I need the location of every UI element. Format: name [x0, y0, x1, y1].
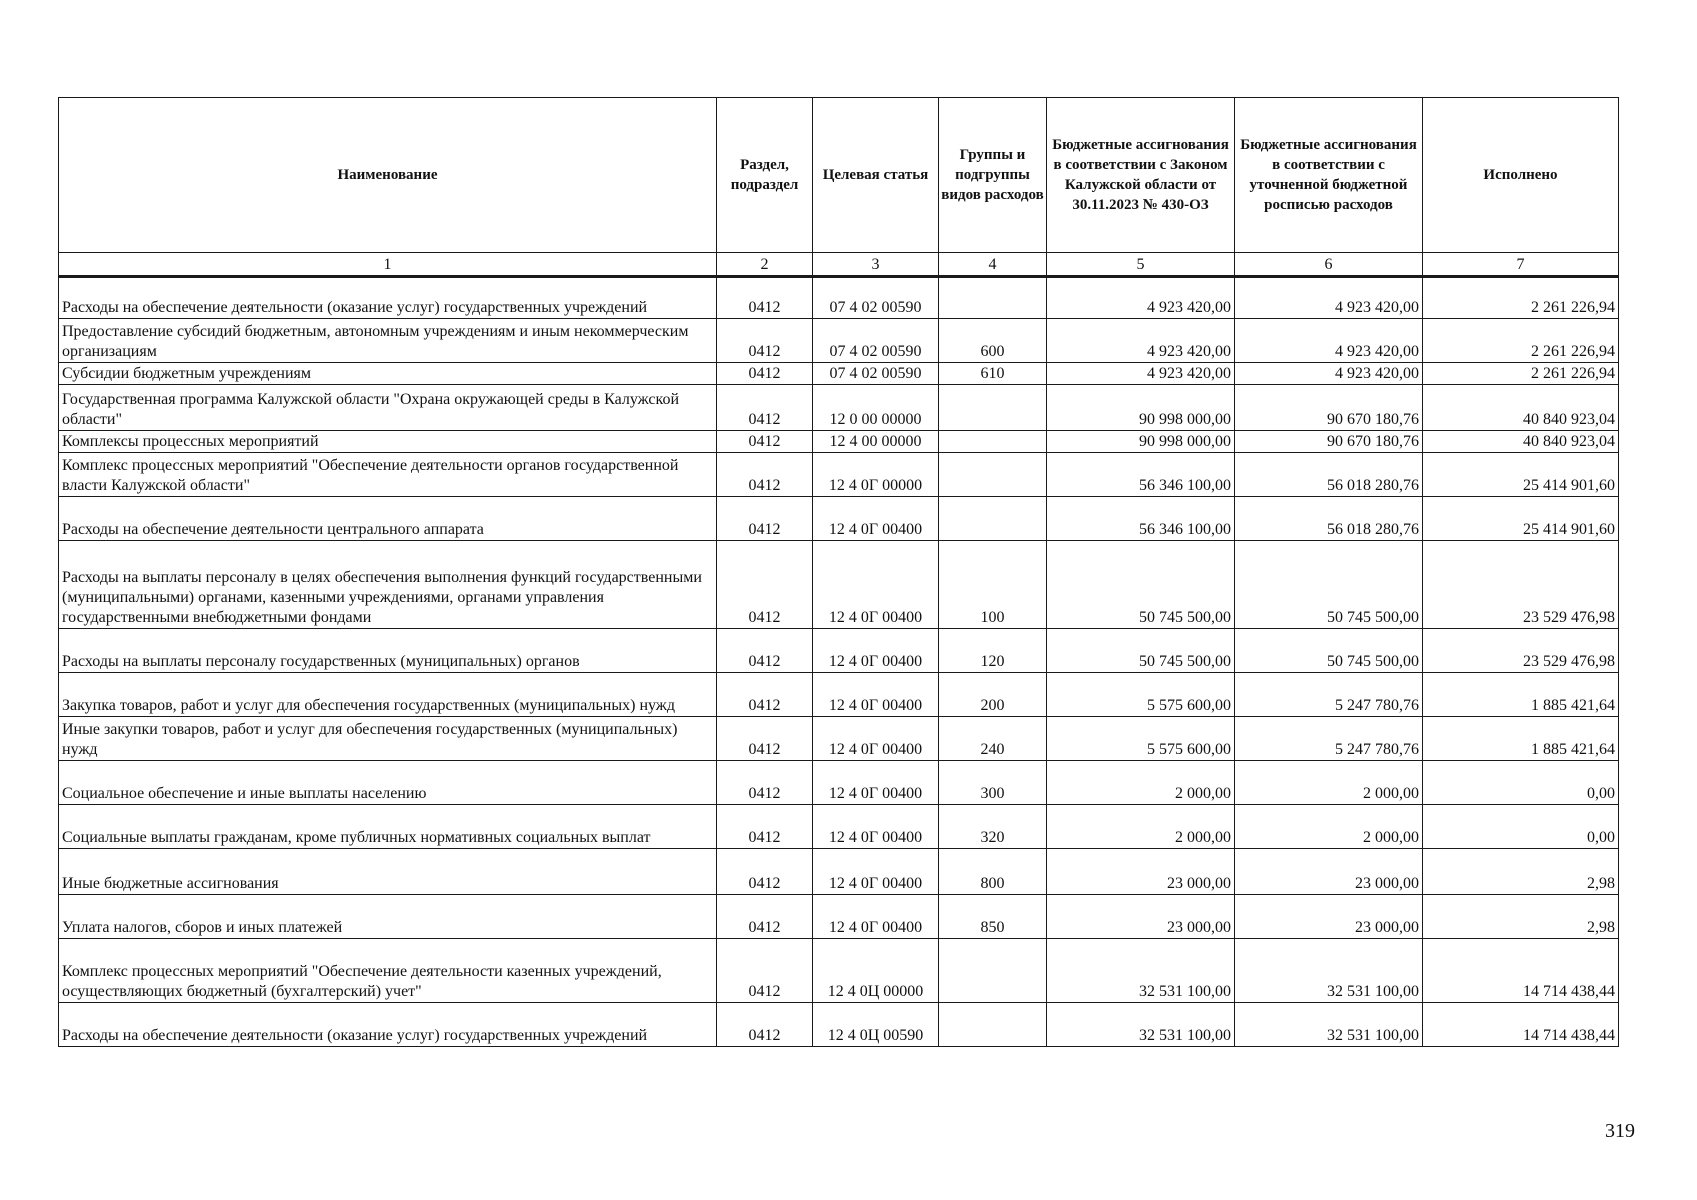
header-name: Наименование [59, 98, 717, 253]
cell-law-amount: 32 531 100,00 [1047, 939, 1235, 1003]
cell-name: Расходы на обеспечение деятельности центрального аппарата [59, 497, 717, 541]
cell-name: Уплата налогов, сборов и иных платежей [59, 895, 717, 939]
budget-table [58, 97, 1619, 1047]
cell-refined-amount: 5 247 780,76 [1235, 673, 1423, 717]
cell-executed-amount: 0,00 [1423, 805, 1619, 849]
cell-name: Расходы на выплаты персоналу в целях обеспечения выполнения функций государственными (муниципальными) органами, казенными учреждениями, органами управления государственными внебюджетными фондами [59, 541, 717, 629]
cell-law-amount: 23 000,00 [1047, 895, 1235, 939]
cell-section: 0412 [717, 717, 813, 761]
cell-law-amount: 56 346 100,00 [1047, 497, 1235, 541]
table-row [59, 1003, 1619, 1047]
cell-section: 0412 [717, 497, 813, 541]
table-body [59, 277, 1619, 1047]
cell-name: Расходы на обеспечение деятельности (оказание услуг) государственных учреждений [59, 1003, 717, 1047]
cell-law-amount: 32 531 100,00 [1047, 1003, 1235, 1047]
cell-section: 0412 [717, 363, 813, 385]
cell-law-amount: 2 000,00 [1047, 805, 1235, 849]
table-row [59, 385, 1619, 431]
cell-group: 120 [939, 629, 1047, 673]
table-row [59, 497, 1619, 541]
cell-group [939, 431, 1047, 453]
cell-refined-amount: 2 000,00 [1235, 805, 1423, 849]
cell-name: Комплекс процессных мероприятий "Обеспечение деятельности органов государственной власти Калужской области" [59, 453, 717, 497]
cell-refined-amount: 4 923 420,00 [1235, 277, 1423, 319]
cell-section: 0412 [717, 319, 813, 363]
cell-group [939, 385, 1047, 431]
table-row [59, 849, 1619, 895]
cell-name: Социальное обеспечение и иные выплаты населению [59, 761, 717, 805]
cell-executed-amount: 40 840 923,04 [1423, 385, 1619, 431]
header-law: Бюджетные ассигнования в соответствии с Законом Калужской области от 30.11.2023 № 430-ОЗ [1047, 98, 1235, 253]
cell-group: 850 [939, 895, 1047, 939]
cell-refined-amount: 56 018 280,76 [1235, 497, 1423, 541]
cell-name: Государственная программа Калужской области "Охрана окружающей среды в Калужской области" [59, 385, 717, 431]
table-row [59, 363, 1619, 385]
cell-target: 12 4 0Г 00400 [813, 673, 939, 717]
cell-name: Расходы на выплаты персоналу государственных (муниципальных) органов [59, 629, 717, 673]
cell-target: 12 0 00 00000 [813, 385, 939, 431]
cell-law-amount: 2 000,00 [1047, 761, 1235, 805]
cell-name: Иные закупки товаров, работ и услуг для обеспечения государственных (муниципальных) нужд [59, 717, 717, 761]
cell-refined-amount: 5 247 780,76 [1235, 717, 1423, 761]
cell-refined-amount: 23 000,00 [1235, 849, 1423, 895]
cell-executed-amount: 2 261 226,94 [1423, 319, 1619, 363]
cell-name: Закупка товаров, работ и услуг для обеспечения государственных (муниципальных) нужд [59, 673, 717, 717]
cell-name: Комплекс процессных мероприятий "Обеспечение деятельности казенных учреждений, осуществляющих бюджетный (бухгалтерский) учет" [59, 939, 717, 1003]
cell-executed-amount: 0,00 [1423, 761, 1619, 805]
cell-refined-amount: 2 000,00 [1235, 761, 1423, 805]
cell-name: Субсидии бюджетным учреждениям [59, 363, 717, 385]
cell-target: 12 4 0Г 00400 [813, 805, 939, 849]
cell-law-amount: 5 575 600,00 [1047, 717, 1235, 761]
cell-executed-amount: 14 714 438,44 [1423, 1003, 1619, 1047]
cell-law-amount: 50 745 500,00 [1047, 629, 1235, 673]
cell-executed-amount: 23 529 476,98 [1423, 541, 1619, 629]
cell-group: 240 [939, 717, 1047, 761]
cell-executed-amount: 2,98 [1423, 849, 1619, 895]
cell-executed-amount: 40 840 923,04 [1423, 431, 1619, 453]
cell-law-amount: 23 000,00 [1047, 849, 1235, 895]
cell-section: 0412 [717, 761, 813, 805]
cell-group: 600 [939, 319, 1047, 363]
cell-section: 0412 [717, 673, 813, 717]
cell-target: 12 4 0Г 00000 [813, 453, 939, 497]
cell-group [939, 1003, 1047, 1047]
cell-section: 0412 [717, 1003, 813, 1047]
cell-law-amount: 56 346 100,00 [1047, 453, 1235, 497]
column-number: 2 [717, 253, 813, 277]
cell-refined-amount: 32 531 100,00 [1235, 1003, 1423, 1047]
cell-target: 12 4 0Г 00400 [813, 895, 939, 939]
cell-law-amount: 4 923 420,00 [1047, 319, 1235, 363]
cell-target: 07 4 02 00590 [813, 319, 939, 363]
cell-section: 0412 [717, 939, 813, 1003]
cell-section: 0412 [717, 431, 813, 453]
header-refined: Бюджетные ассигнования в соответствии с уточненной бюджетной росписью расходов [1235, 98, 1423, 253]
page-number: 319 [1605, 1120, 1635, 1142]
cell-executed-amount: 2 261 226,94 [1423, 363, 1619, 385]
cell-section: 0412 [717, 385, 813, 431]
cell-refined-amount: 32 531 100,00 [1235, 939, 1423, 1003]
column-number: 7 [1423, 253, 1619, 277]
cell-group [939, 939, 1047, 1003]
table-row [59, 629, 1619, 673]
cell-target: 12 4 0Г 00400 [813, 717, 939, 761]
cell-executed-amount: 1 885 421,64 [1423, 673, 1619, 717]
cell-target: 12 4 0Г 00400 [813, 849, 939, 895]
table-row [59, 761, 1619, 805]
cell-refined-amount: 4 923 420,00 [1235, 319, 1423, 363]
cell-law-amount: 4 923 420,00 [1047, 277, 1235, 319]
cell-section: 0412 [717, 895, 813, 939]
cell-group: 200 [939, 673, 1047, 717]
cell-name: Расходы на обеспечение деятельности (оказание услуг) государственных учреждений [59, 277, 717, 319]
column-number: 5 [1047, 253, 1235, 277]
cell-executed-amount: 25 414 901,60 [1423, 497, 1619, 541]
cell-refined-amount: 90 670 180,76 [1235, 431, 1423, 453]
cell-target: 07 4 02 00590 [813, 277, 939, 319]
cell-target: 12 4 0Г 00400 [813, 761, 939, 805]
cell-refined-amount: 90 670 180,76 [1235, 385, 1423, 431]
cell-name: Комплексы процессных мероприятий [59, 431, 717, 453]
header-target: Целевая статья [813, 98, 939, 253]
cell-name: Иные бюджетные ассигнования [59, 849, 717, 895]
cell-law-amount: 90 998 000,00 [1047, 431, 1235, 453]
column-number: 6 [1235, 253, 1423, 277]
cell-section: 0412 [717, 453, 813, 497]
cell-group: 800 [939, 849, 1047, 895]
cell-law-amount: 5 575 600,00 [1047, 673, 1235, 717]
table-row [59, 431, 1619, 453]
table-row [59, 453, 1619, 497]
cell-section: 0412 [717, 849, 813, 895]
cell-refined-amount: 4 923 420,00 [1235, 363, 1423, 385]
cell-group: 300 [939, 761, 1047, 805]
cell-law-amount: 4 923 420,00 [1047, 363, 1235, 385]
cell-target: 12 4 0Г 00400 [813, 497, 939, 541]
cell-group: 100 [939, 541, 1047, 629]
cell-executed-amount: 2 261 226,94 [1423, 277, 1619, 319]
table-row [59, 673, 1619, 717]
header-section: Раздел, подраздел [717, 98, 813, 253]
cell-group: 320 [939, 805, 1047, 849]
table-row [59, 895, 1619, 939]
cell-target: 12 4 0Г 00400 [813, 541, 939, 629]
cell-law-amount: 50 745 500,00 [1047, 541, 1235, 629]
table-row [59, 277, 1619, 319]
header-groups: Группы и подгруппы видов расходов [939, 98, 1047, 253]
cell-executed-amount: 14 714 438,44 [1423, 939, 1619, 1003]
cell-group [939, 277, 1047, 319]
cell-section: 0412 [717, 629, 813, 673]
header-row [59, 98, 1619, 253]
table-row [59, 541, 1619, 629]
cell-target: 12 4 0Ц 00000 [813, 939, 939, 1003]
cell-law-amount: 90 998 000,00 [1047, 385, 1235, 431]
cell-target: 12 4 00 00000 [813, 431, 939, 453]
cell-refined-amount: 23 000,00 [1235, 895, 1423, 939]
cell-target: 12 4 0Ц 00590 [813, 1003, 939, 1047]
table-row [59, 717, 1619, 761]
cell-group [939, 497, 1047, 541]
cell-section: 0412 [717, 541, 813, 629]
cell-executed-amount: 1 885 421,64 [1423, 717, 1619, 761]
cell-group: 610 [939, 363, 1047, 385]
cell-name: Предоставление субсидий бюджетным, автономным учреждениям и иным некоммерческим организациям [59, 319, 717, 363]
cell-executed-amount: 25 414 901,60 [1423, 453, 1619, 497]
column-number: 4 [939, 253, 1047, 277]
cell-group [939, 453, 1047, 497]
table-row [59, 805, 1619, 849]
cell-executed-amount: 23 529 476,98 [1423, 629, 1619, 673]
cell-refined-amount: 56 018 280,76 [1235, 453, 1423, 497]
table-row [59, 939, 1619, 1003]
cell-section: 0412 [717, 805, 813, 849]
table-row [59, 319, 1619, 363]
cell-target: 07 4 02 00590 [813, 363, 939, 385]
cell-target: 12 4 0Г 00400 [813, 629, 939, 673]
cell-refined-amount: 50 745 500,00 [1235, 629, 1423, 673]
cell-executed-amount: 2,98 [1423, 895, 1619, 939]
column-number: 1 [59, 253, 717, 277]
cell-name: Социальные выплаты гражданам, кроме публичных нормативных социальных выплат [59, 805, 717, 849]
cell-section: 0412 [717, 277, 813, 319]
cell-refined-amount: 50 745 500,00 [1235, 541, 1423, 629]
column-number-row [59, 253, 1619, 277]
column-number: 3 [813, 253, 939, 277]
header-executed: Исполнено [1423, 98, 1619, 253]
